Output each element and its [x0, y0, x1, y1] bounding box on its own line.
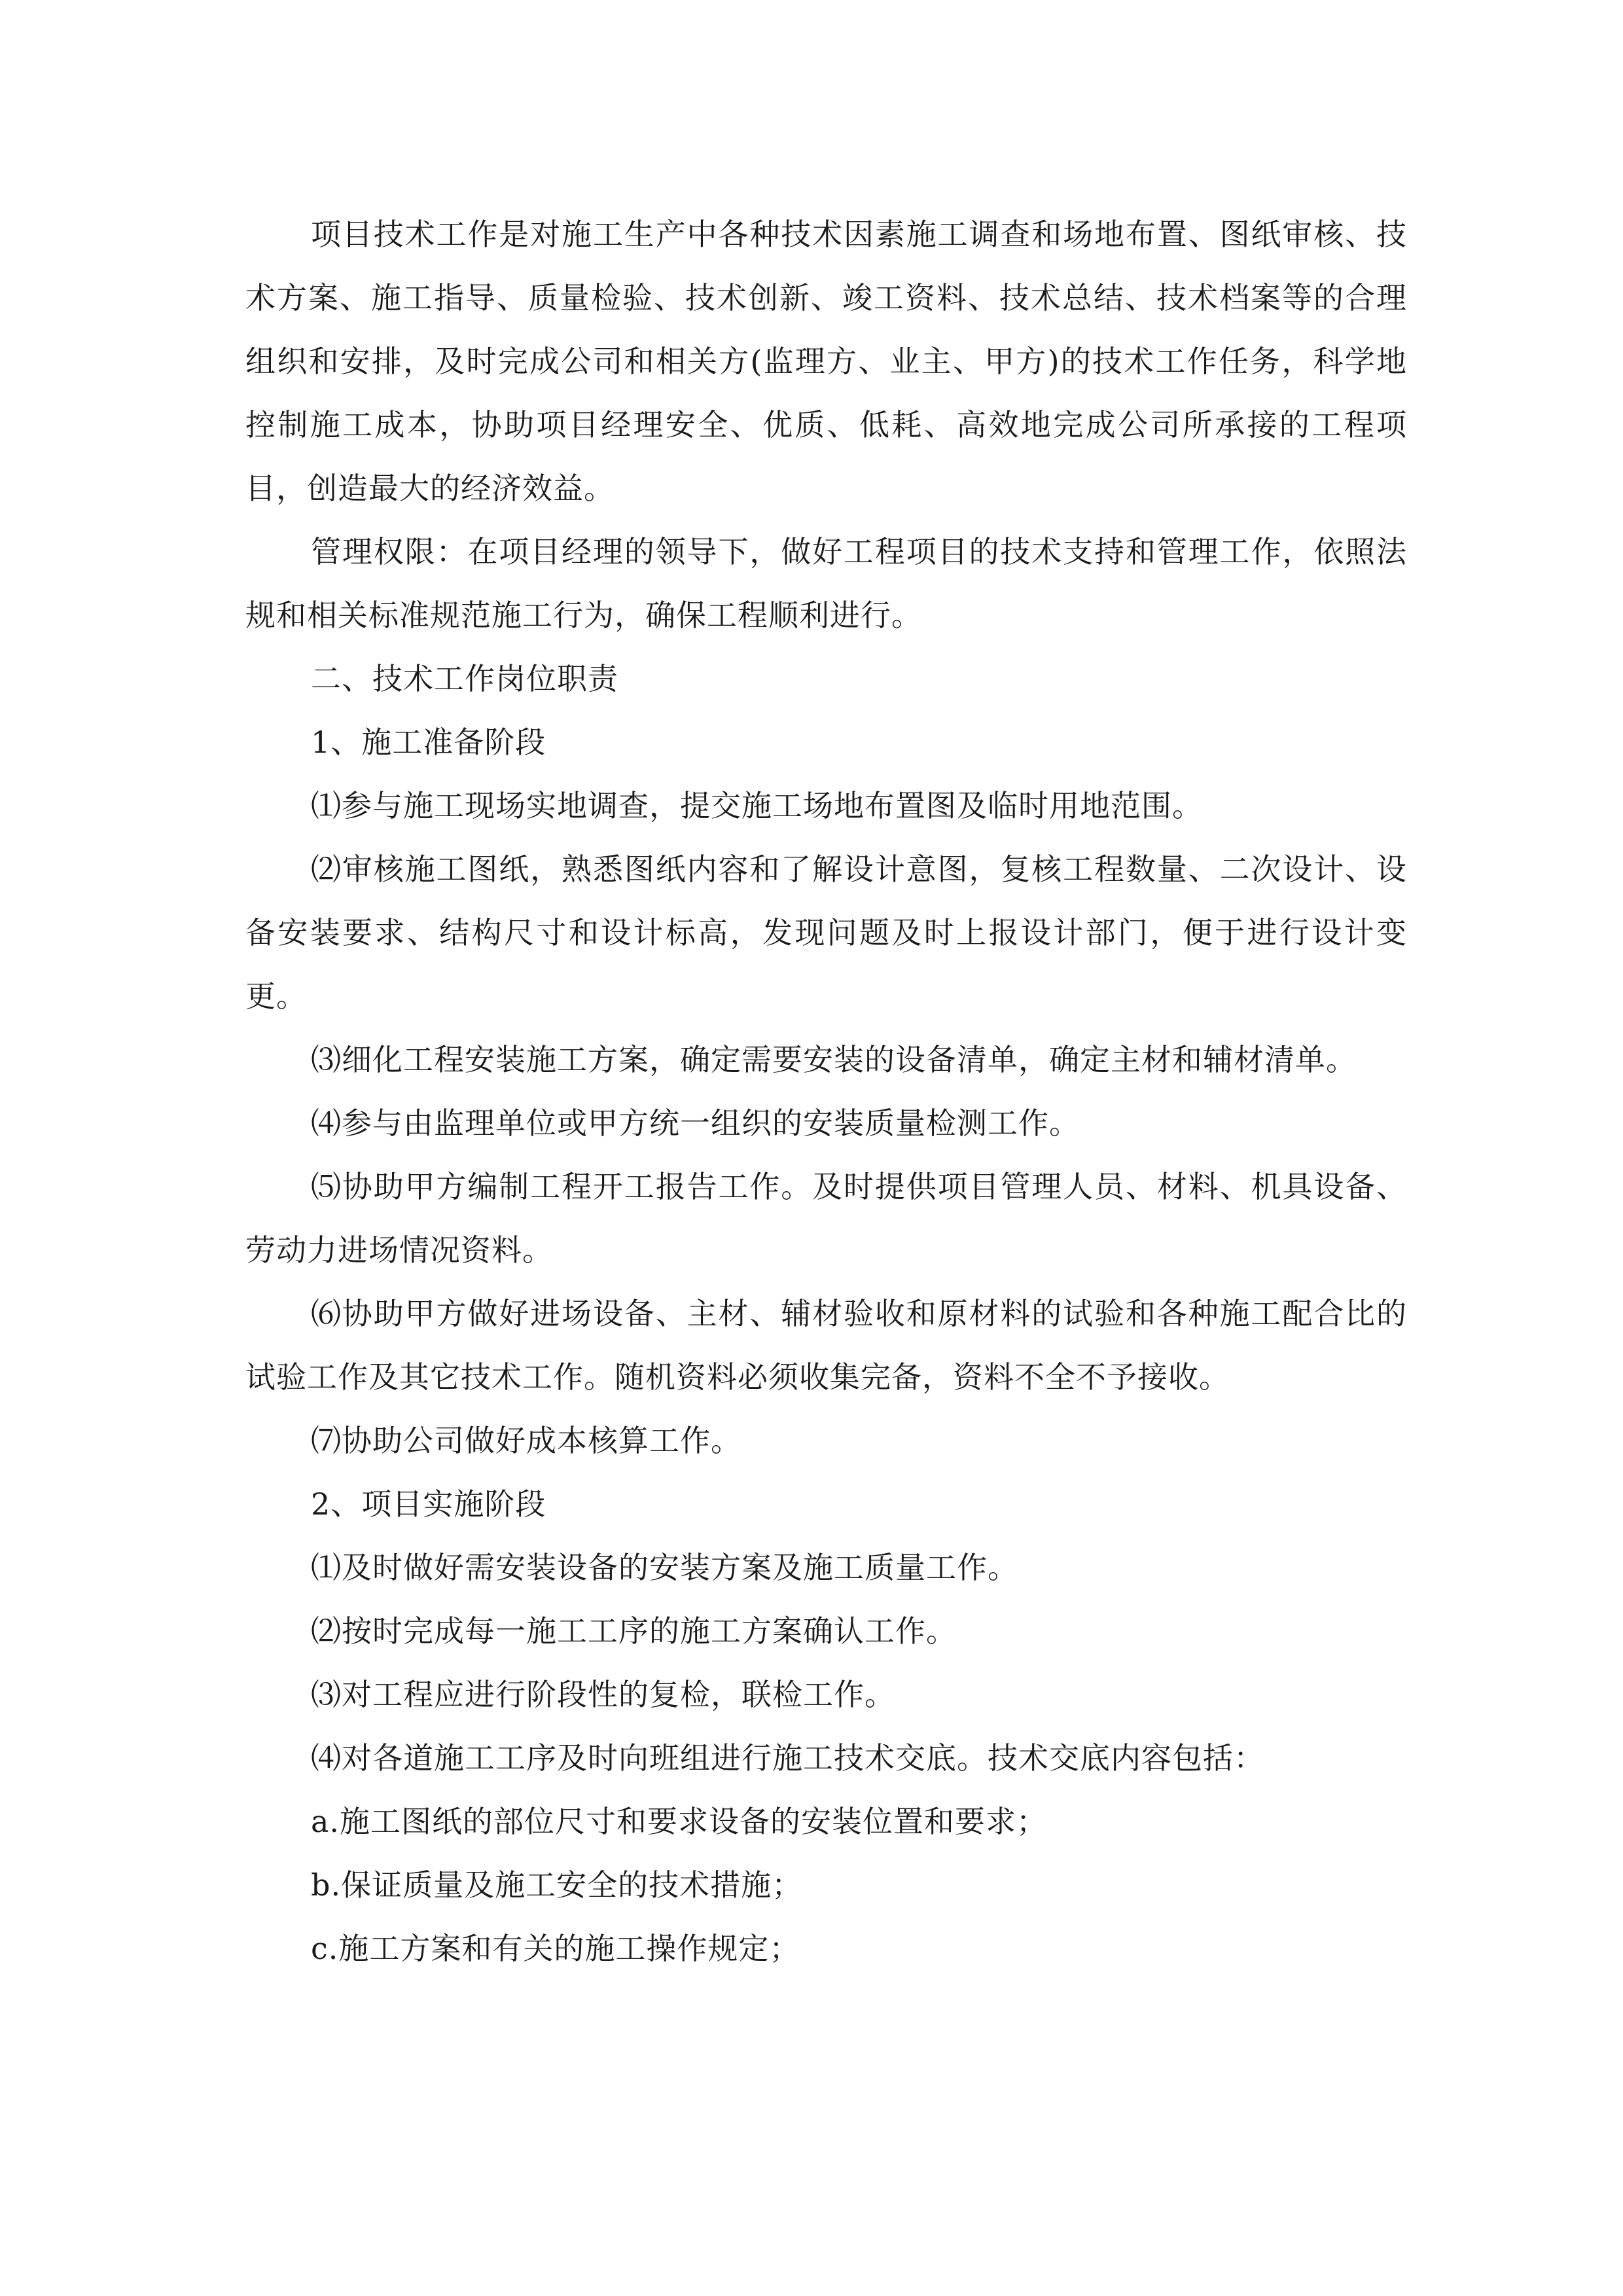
list-item-prep-6: ⑹协助甲方做好进场设备、主材、辅材验收和原材料的试验和各种施工配合比的试验工作及其它技术工作。随机资料必须收集完备，资料不全不予接收。: [245, 1296, 1407, 1395]
list-item-prep-1: ⑴参与施工现场实地调查，提交施工场地布置图及临时用地范围。: [311, 788, 1203, 823]
list-item-impl-2: ⑵按时完成每一施工工序的施工方案确认工作。: [311, 1613, 957, 1649]
sub-item-b: b.保证质量及施工安全的技术措施；: [311, 1867, 803, 1903]
section-heading-responsibilities: 二、技术工作岗位职责: [311, 661, 618, 696]
list-item-impl-1: ⑴及时做好需安装设备的安装方案及施工质量工作。: [311, 1550, 1018, 1585]
sub-item-c: c.施工方案和有关的施工操作规定；: [311, 1931, 800, 1966]
paragraph-project-tech-work: 项目技术工作是对施工生产中各种技术因素施工调查和场地布置、图纸审核、技术方案、施工指导、质量检验、技术创新、竣工资料、技术总结、技术档案等的合理组织和安排，及时完成公司和相关方(监理方、业主、甲方)的技术工作任务，科学地控制施工成本，协助项目经理安全、优质、低耗、高效地完成公司所承接的工程项目，创造最大的经济效益。: [245, 217, 1407, 506]
list-item-prep-4: ⑷参与由监理单位或甲方统一组织的安装质量检测工作。: [311, 1105, 1080, 1141]
subsection-heading-preparation: 1、施工准备阶段: [311, 725, 546, 760]
list-item-prep-7: ⑺协助公司做好成本核算工作。: [311, 1423, 741, 1458]
list-item-prep-3: ⑶细化工程安装施工方案，确定需要安装的设备清单，确定主材和辅材清单。: [311, 1042, 1357, 1077]
list-item-impl-3: ⑶对工程应进行阶段性的复检，联检工作。: [311, 1677, 895, 1712]
list-item-impl-4: ⑷对各道施工工序及时向班组进行施工技术交底。技术交底内容包括：: [311, 1740, 1264, 1776]
paragraph-management-authority: 管理权限：在项目经理的领导下，做好工程项目的技术支持和管理工作，依照法规和相关标准规范施工行为，确保工程顺利进行。: [245, 534, 1407, 633]
subsection-heading-implementation: 2、项目实施阶段: [311, 1486, 546, 1522]
document-body: [245, 203, 1407, 1981]
list-item-prep-5: ⑸协助甲方编制工程开工报告工作。及时提供项目管理人员、材料、机具设备、劳动力进场情况资料。: [245, 1169, 1407, 1268]
sub-item-a: a.施工图纸的部位尺寸和要求设备的安装位置和要求；: [311, 1804, 1048, 1839]
list-item-prep-2: ⑵审核施工图纸，熟悉图纸内容和了解设计意图，复核工程数量、二次设计、设备安装要求、结构尺寸和设计标高，发现问题及时上报设计部门，便于进行设计变更。: [245, 852, 1407, 1014]
